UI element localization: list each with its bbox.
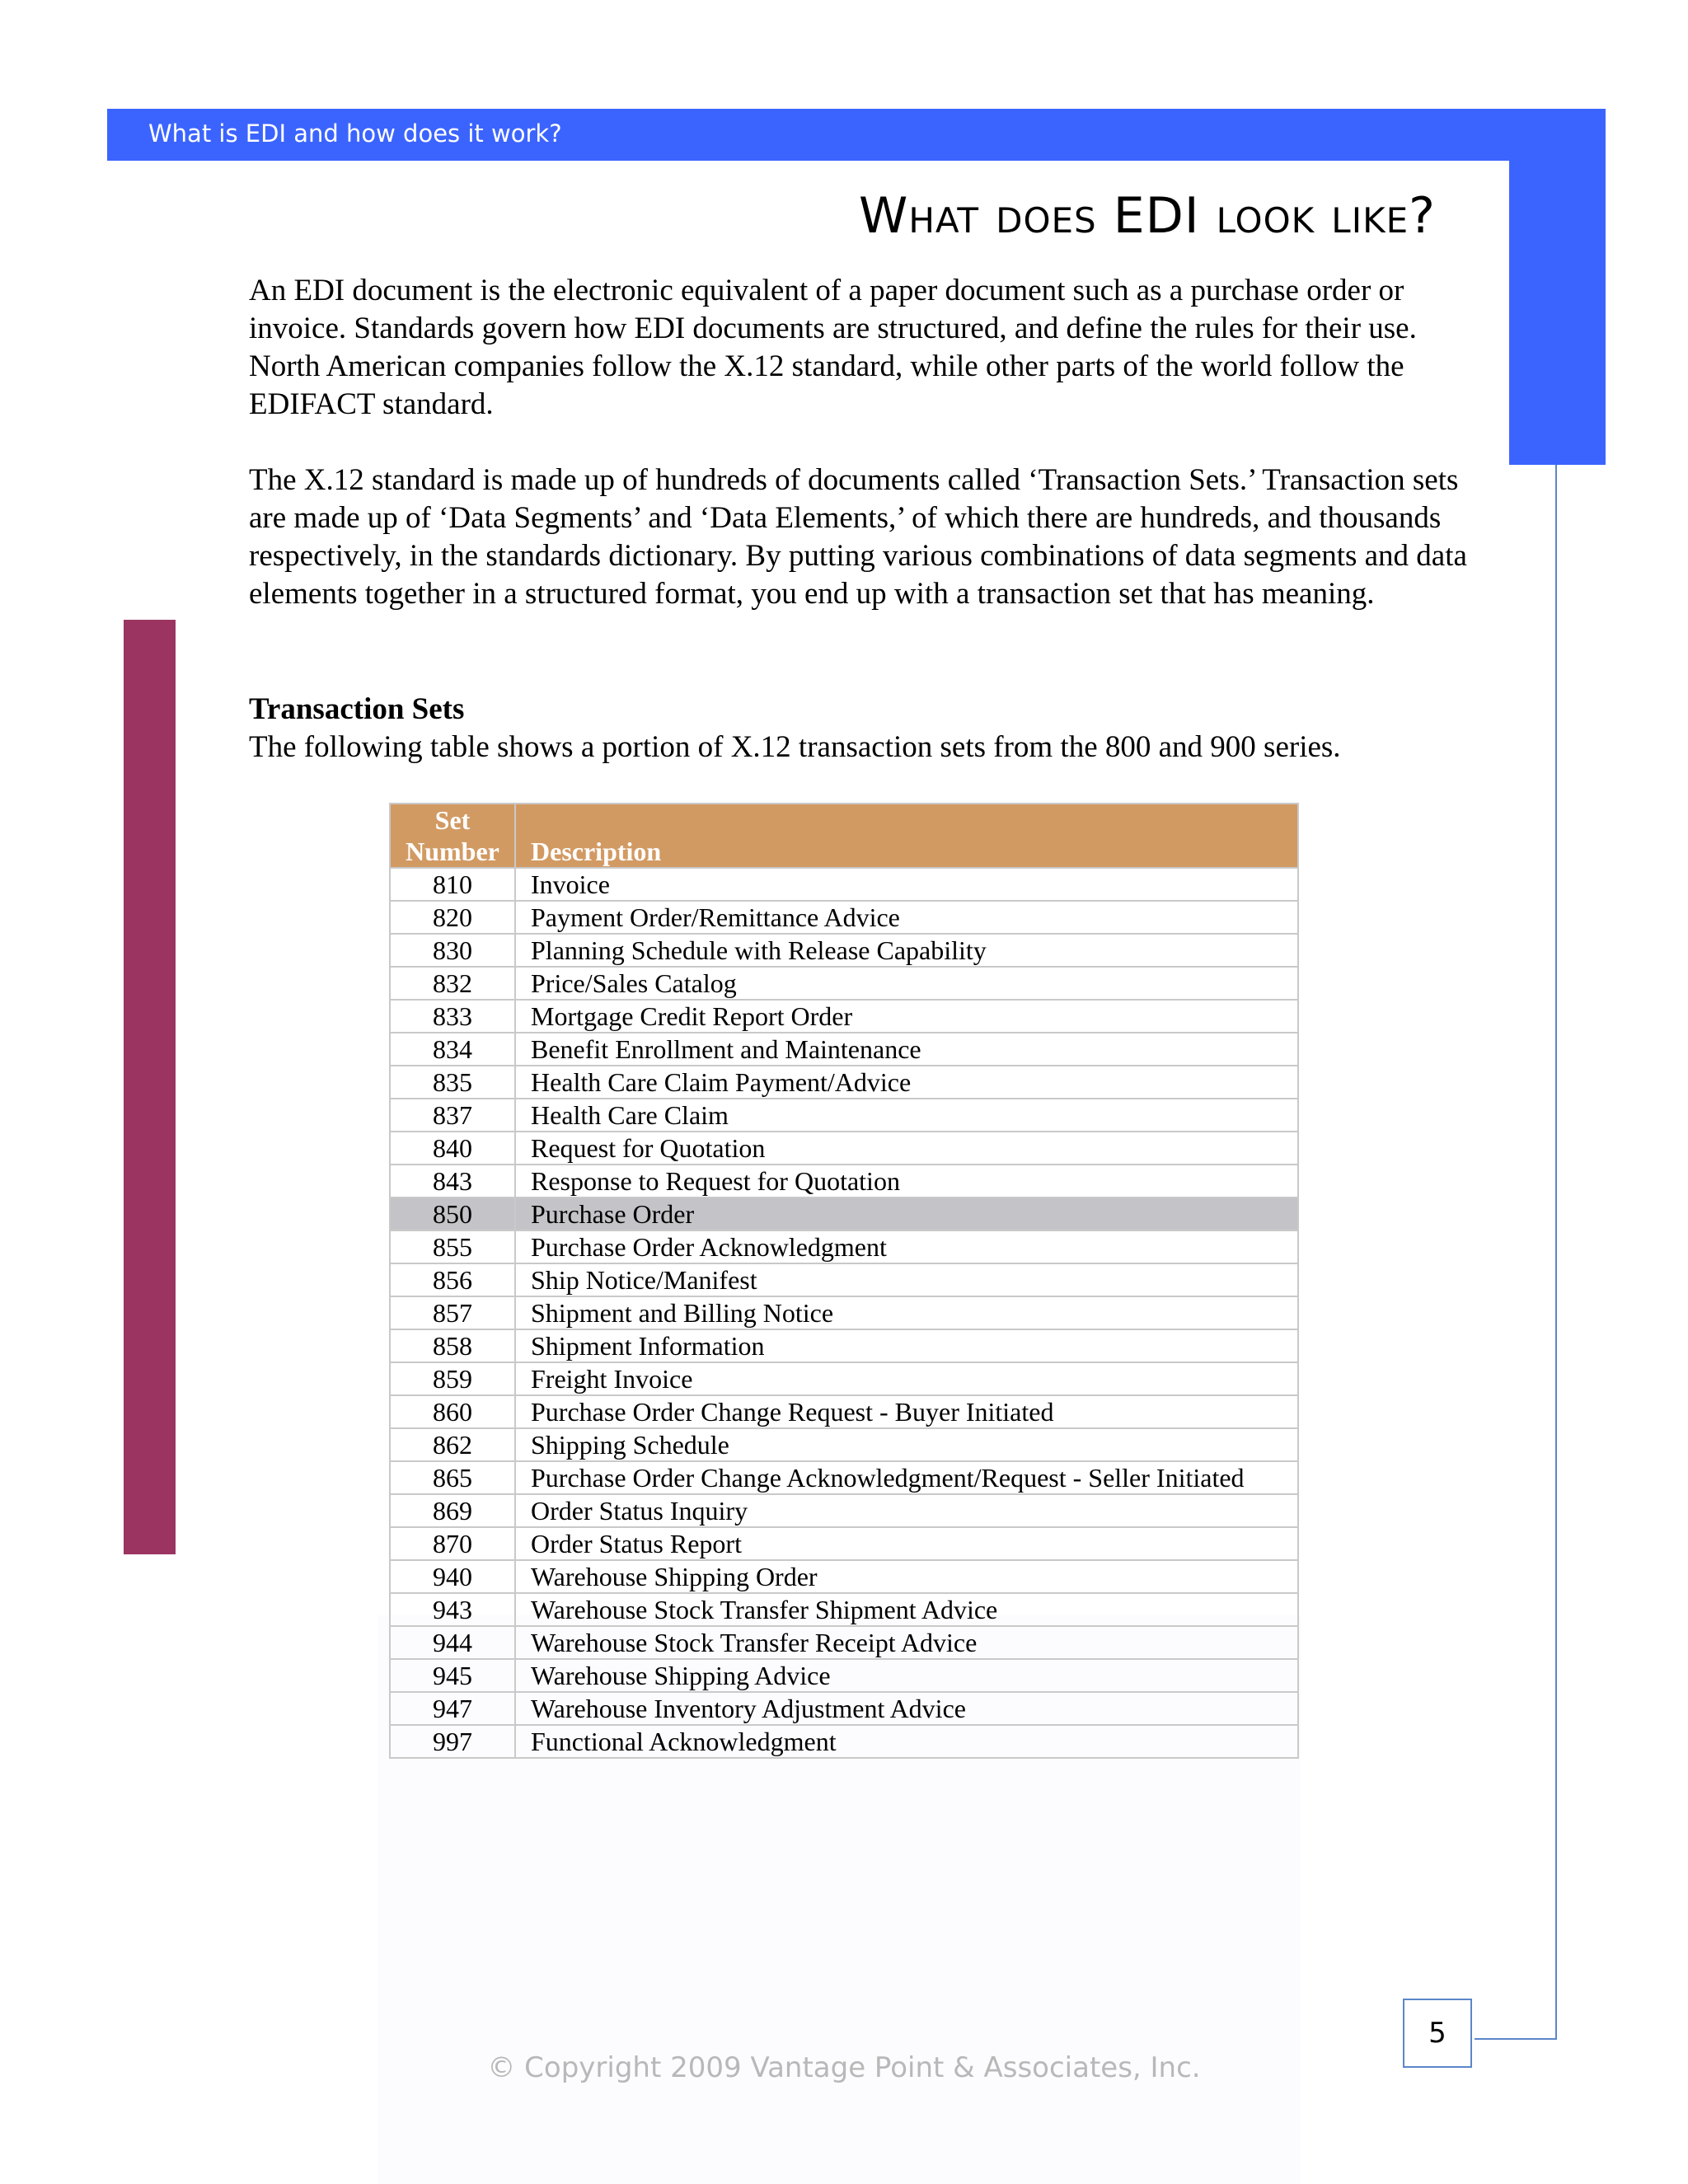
header-bar xyxy=(107,109,1606,161)
table-row xyxy=(390,1033,1298,1066)
table-row xyxy=(390,1296,1298,1329)
table-body xyxy=(390,868,1298,1758)
description-cell: Purchase Order Change Acknowledgment/Request - Seller Initiated xyxy=(515,1461,1298,1494)
set-number-cell: 856 xyxy=(390,1263,515,1296)
table-row xyxy=(390,1165,1298,1197)
description-cell: Price/Sales Catalog xyxy=(515,967,1298,1000)
table-row xyxy=(390,967,1298,1000)
table-row xyxy=(390,1329,1298,1362)
description-cell: Ship Notice/Manifest xyxy=(515,1263,1298,1296)
description-cell: Purchase Order xyxy=(515,1197,1298,1230)
description-cell: Health Care Claim Payment/Advice xyxy=(515,1066,1298,1099)
description-cell: Warehouse Stock Transfer Shipment Advice xyxy=(515,1593,1298,1626)
table-row xyxy=(390,1132,1298,1165)
set-number-cell: 832 xyxy=(390,967,515,1000)
set-number-cell: 869 xyxy=(390,1494,515,1527)
set-number-cell: 865 xyxy=(390,1461,515,1494)
description-cell: Request for Quotation xyxy=(515,1132,1298,1165)
header-description: Description xyxy=(515,804,1298,868)
page-number: 5 xyxy=(1403,1999,1472,2068)
header-bar-side-block xyxy=(1509,161,1606,465)
table-row xyxy=(390,1099,1298,1132)
table-row xyxy=(390,1692,1298,1725)
set-number-cell: 834 xyxy=(390,1033,515,1066)
description-cell: Shipment and Billing Notice xyxy=(515,1296,1298,1329)
set-number-cell: 945 xyxy=(390,1659,515,1692)
table-row xyxy=(390,1461,1298,1494)
set-number-cell: 843 xyxy=(390,1165,515,1197)
table-row xyxy=(390,1593,1298,1626)
set-number-cell: 858 xyxy=(390,1329,515,1362)
transaction-sets-table xyxy=(389,803,1299,1759)
description-cell: Warehouse Shipping Advice xyxy=(515,1659,1298,1692)
set-number-cell: 840 xyxy=(390,1132,515,1165)
set-number-cell: 940 xyxy=(390,1560,515,1593)
description-cell: Planning Schedule with Release Capability xyxy=(515,934,1298,967)
set-number-cell: 820 xyxy=(390,901,515,934)
description-cell: Functional Acknowledgment xyxy=(515,1725,1298,1758)
description-cell: Invoice xyxy=(515,868,1298,901)
set-number-cell: 870 xyxy=(390,1527,515,1560)
description-cell: Freight Invoice xyxy=(515,1362,1298,1395)
table-row xyxy=(390,1494,1298,1527)
set-number-cell: 947 xyxy=(390,1692,515,1725)
set-number-cell: 810 xyxy=(390,868,515,901)
decorative-rule-horizontal xyxy=(1475,2038,1557,2040)
table-row xyxy=(390,1230,1298,1263)
description-cell: Warehouse Inventory Adjustment Advice xyxy=(515,1692,1298,1725)
set-number-cell: 830 xyxy=(390,934,515,967)
description-cell: Health Care Claim xyxy=(515,1099,1298,1132)
section-intro: The following table shows a portion of X.12 transaction sets from the 800 and 900 series. xyxy=(249,730,1341,764)
description-cell: Mortgage Credit Report Order xyxy=(515,1000,1298,1033)
set-number-cell: 944 xyxy=(390,1626,515,1659)
table-row xyxy=(390,1000,1298,1033)
intro-paragraph: An EDI document is the electronic equivalent of a paper document such as a purchase order or invoice. Standards govern how EDI documents are structured, and define the rules for their use. North American companies follow the X.12 standard, while other parts of the world follow the EDIFACT standard. xyxy=(249,274,1417,421)
section-heading: Transaction Sets xyxy=(249,692,465,726)
copyright-notice: © Copyright 2009 Vantage Point & Associates, Inc. xyxy=(487,2051,1201,2084)
table-header-row xyxy=(390,804,1298,868)
header-set-number: Set Number xyxy=(390,804,515,868)
description-cell: Warehouse Shipping Order xyxy=(515,1560,1298,1593)
set-number-cell: 943 xyxy=(390,1593,515,1626)
table-row xyxy=(390,1263,1298,1296)
description-cell: Order Status Report xyxy=(515,1527,1298,1560)
table-row xyxy=(390,1362,1298,1395)
left-accent-bar xyxy=(124,620,176,1554)
description-cell: Warehouse Stock Transfer Receipt Advice xyxy=(515,1626,1298,1659)
description-cell: Benefit Enrollment and Maintenance xyxy=(515,1033,1298,1066)
table-row xyxy=(390,868,1298,901)
decorative-rule-vertical xyxy=(1555,465,1557,2040)
table-row xyxy=(390,1527,1298,1560)
table-row xyxy=(390,1197,1298,1230)
table-row xyxy=(390,1560,1298,1593)
table-row xyxy=(390,1659,1298,1692)
table-row xyxy=(390,1626,1298,1659)
set-number-cell: 850 xyxy=(390,1197,515,1230)
description-cell: Shipping Schedule xyxy=(515,1428,1298,1461)
set-number-cell: 835 xyxy=(390,1066,515,1099)
x12-paragraph: The X.12 standard is made up of hundreds of documents called ‘Transaction Sets.’ Transaction sets are made up of ‘Data Segments’ and ‘Data Elements,’ of which there are hundreds, and thousands respectively, in the standards dictionary. By putting various combinations of data segments and data elements together in a structured format, you end up with a transaction set that has meaning. xyxy=(249,463,1467,611)
set-number-cell: 997 xyxy=(390,1725,515,1758)
description-cell: Shipment Information xyxy=(515,1329,1298,1362)
description-cell: Response to Request for Quotation xyxy=(515,1165,1298,1197)
set-number-cell: 833 xyxy=(390,1000,515,1033)
table-row xyxy=(390,1066,1298,1099)
description-cell: Purchase Order Change Request - Buyer Initiated xyxy=(515,1395,1298,1428)
set-number-cell: 862 xyxy=(390,1428,515,1461)
set-number-cell: 859 xyxy=(390,1362,515,1395)
table-row xyxy=(390,934,1298,967)
table-row xyxy=(390,1725,1298,1758)
description-cell: Order Status Inquiry xyxy=(515,1494,1298,1527)
table-row xyxy=(390,1395,1298,1428)
table-row xyxy=(390,901,1298,934)
description-cell: Payment Order/Remittance Advice xyxy=(515,901,1298,934)
page-title: What does EDI look like? xyxy=(859,187,1436,245)
set-number-cell: 860 xyxy=(390,1395,515,1428)
set-number-cell: 837 xyxy=(390,1099,515,1132)
description-cell: Purchase Order Acknowledgment xyxy=(515,1230,1298,1263)
set-number-cell: 855 xyxy=(390,1230,515,1263)
running-title: What is EDI and how does it work? xyxy=(148,120,562,148)
table-row xyxy=(390,1428,1298,1461)
set-number-cell: 857 xyxy=(390,1296,515,1329)
